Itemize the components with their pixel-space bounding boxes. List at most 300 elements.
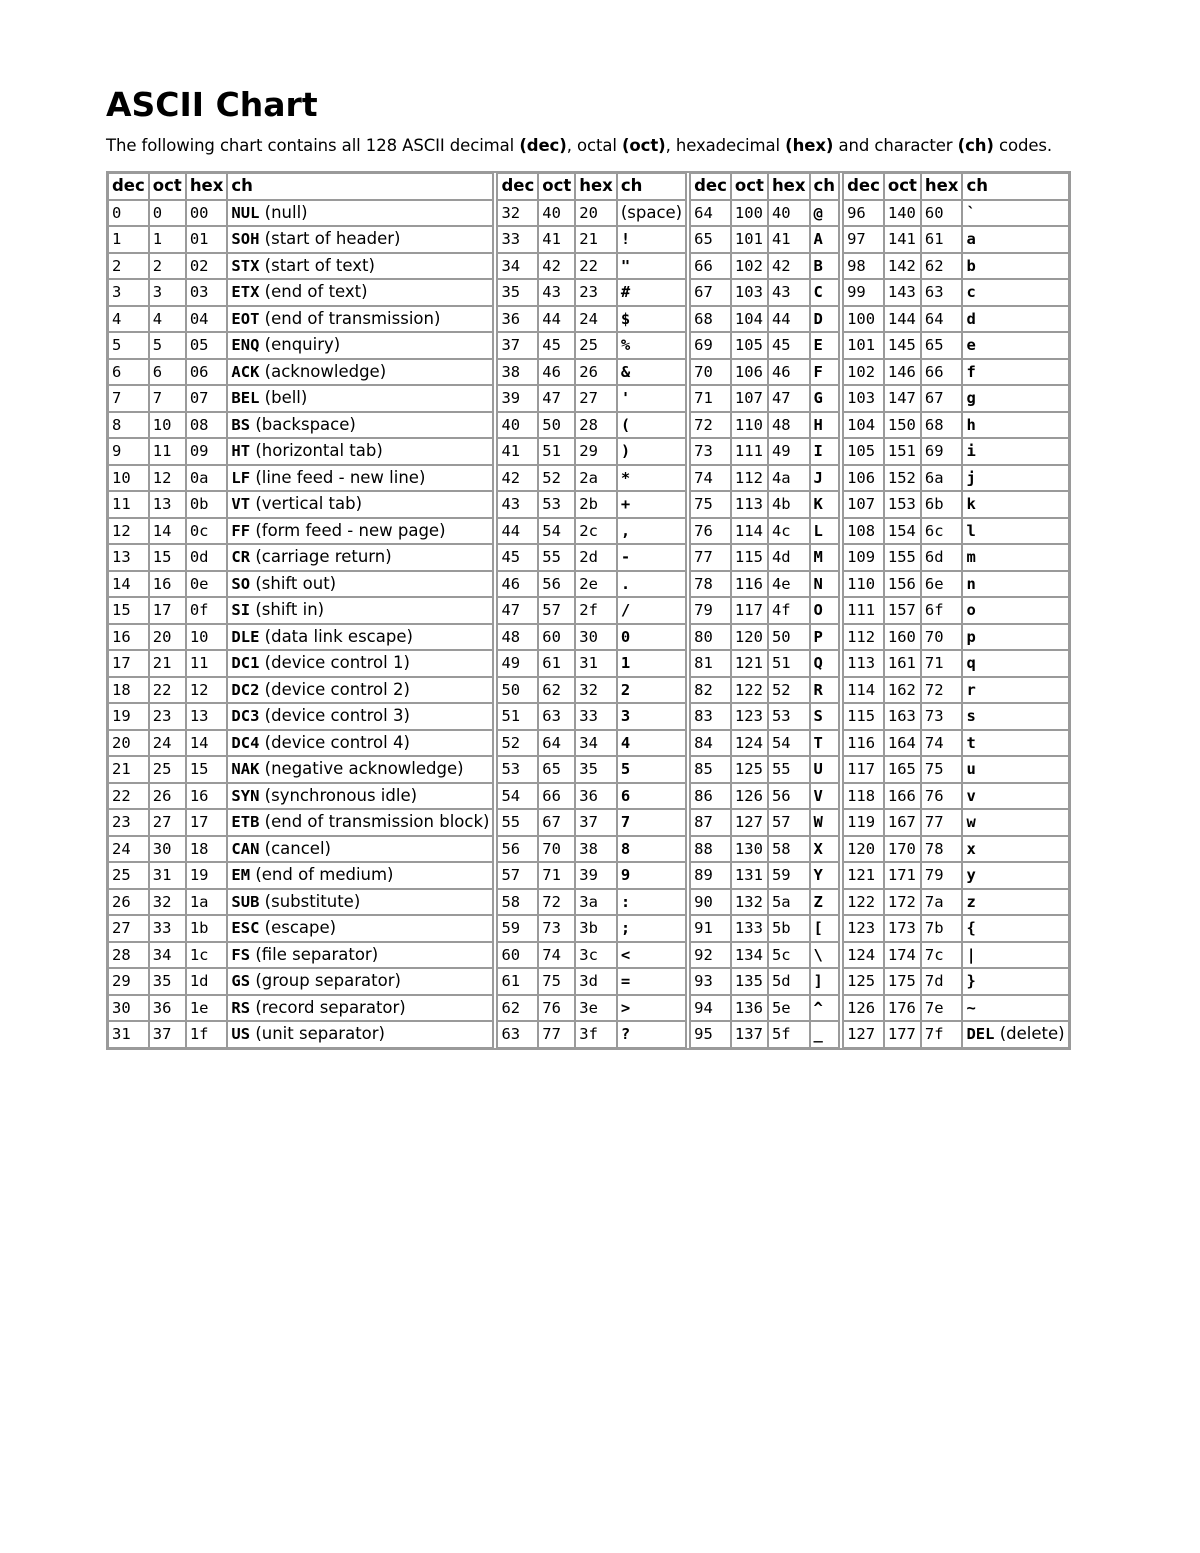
- dec-cell: 80: [690, 624, 731, 651]
- hex-cell: 33: [575, 703, 617, 730]
- ch-cell: [962, 253, 1068, 280]
- hex-cell: 0d: [186, 544, 228, 571]
- ch-cell: [810, 332, 840, 359]
- column-header-ch: ch: [617, 173, 686, 200]
- oct-cell: 145: [884, 332, 921, 359]
- dec-cell: 11: [108, 491, 149, 518]
- character-glyph: ?: [620, 1025, 631, 1044]
- dec-cell: 0: [108, 200, 149, 227]
- character-glyph: 3: [620, 707, 631, 726]
- ch-cell: [810, 226, 840, 253]
- character-glyph: g: [966, 389, 976, 408]
- hex-cell: 73: [921, 703, 963, 730]
- code-description: (unit separator): [255, 1024, 385, 1044]
- hex-cell: 78: [921, 836, 963, 863]
- code-description: (synchronous idle): [264, 785, 418, 805]
- oct-cell: 21: [149, 650, 186, 677]
- hex-cell: 4b: [768, 491, 810, 518]
- code-description: (device control 1): [264, 653, 410, 673]
- dec-cell: 35: [497, 279, 538, 306]
- oct-cell: 110: [731, 412, 768, 439]
- dec-cell: 47: [497, 597, 538, 624]
- dec-cell: 110: [843, 571, 884, 598]
- control-code: DC3: [231, 707, 260, 726]
- dec-cell: 53: [497, 756, 538, 783]
- hex-cell: 77: [921, 809, 963, 836]
- ch-cell: [962, 597, 1068, 624]
- hex-cell: 5d: [768, 968, 810, 995]
- control-code: ETB: [231, 813, 260, 832]
- ch-cell: [962, 650, 1068, 677]
- hex-cell: 0c: [186, 518, 228, 545]
- oct-cell: 45: [538, 332, 575, 359]
- oct-cell: 102: [731, 253, 768, 280]
- ascii-table: [106, 171, 1071, 1050]
- hex-cell: 3d: [575, 968, 617, 995]
- oct-cell: 67: [538, 809, 575, 836]
- character-glyph: J: [813, 468, 823, 487]
- table-row: [108, 836, 1069, 863]
- table-row: [108, 279, 1069, 306]
- oct-cell: 17: [149, 597, 186, 624]
- ch-cell: [617, 650, 686, 677]
- dec-cell: 33: [497, 226, 538, 253]
- oct-cell: 156: [884, 571, 921, 598]
- oct-cell: 126: [731, 783, 768, 810]
- ch-cell: [810, 624, 840, 651]
- dec-cell: 58: [497, 889, 538, 916]
- hex-cell: 05: [186, 332, 228, 359]
- hex-cell: 67: [921, 385, 963, 412]
- character-glyph: k: [966, 495, 976, 514]
- ch-cell: [810, 889, 840, 916]
- dec-cell: 12: [108, 518, 149, 545]
- hex-cell: 41: [768, 226, 810, 253]
- ch-cell: [227, 889, 493, 916]
- dec-cell: 109: [843, 544, 884, 571]
- oct-cell: 32: [149, 889, 186, 916]
- ch-cell: [617, 226, 686, 253]
- hex-cell: 5b: [768, 915, 810, 942]
- ch-cell: [810, 253, 840, 280]
- ch-cell: [227, 491, 493, 518]
- character-glyph: &: [620, 362, 631, 381]
- character-glyph: ): [620, 442, 631, 461]
- ch-cell: [962, 968, 1068, 995]
- character-glyph: }: [966, 972, 976, 991]
- dec-cell: 125: [843, 968, 884, 995]
- control-code: GS: [231, 972, 251, 991]
- dec-cell: 120: [843, 836, 884, 863]
- ch-cell: [617, 253, 686, 280]
- control-code: LF: [231, 468, 251, 487]
- dec-cell: 15: [108, 597, 149, 624]
- character-glyph: ': [620, 389, 631, 408]
- hex-cell: 23: [575, 279, 617, 306]
- hex-cell: 10: [186, 624, 228, 651]
- column-header-dec: dec: [108, 173, 149, 200]
- ch-cell: [810, 597, 840, 624]
- oct-cell: 123: [731, 703, 768, 730]
- hex-cell: 59: [768, 862, 810, 889]
- ch-cell: [810, 783, 840, 810]
- oct-cell: 107: [731, 385, 768, 412]
- hex-cell: 42: [768, 253, 810, 280]
- hex-cell: 3e: [575, 995, 617, 1022]
- column-header-dec: dec: [843, 173, 884, 200]
- character-glyph: a: [966, 230, 976, 249]
- ch-cell: [227, 756, 493, 783]
- hex-cell: 31: [575, 650, 617, 677]
- control-code: EM: [231, 866, 251, 885]
- oct-cell: 4: [149, 306, 186, 333]
- hex-cell: 38: [575, 836, 617, 863]
- character-glyph: A: [813, 230, 823, 249]
- table-row: [108, 1021, 1069, 1048]
- oct-cell: 160: [884, 624, 921, 651]
- table-row: [108, 650, 1069, 677]
- ch-cell: [810, 491, 840, 518]
- dec-cell: 23: [108, 809, 149, 836]
- hex-cell: 0a: [186, 465, 228, 492]
- dec-cell: 44: [497, 518, 538, 545]
- hex-cell: 1d: [186, 968, 228, 995]
- character-glyph: V: [813, 786, 823, 805]
- column-header-oct: oct: [149, 173, 186, 200]
- ch-cell: [617, 677, 686, 704]
- ch-cell: [227, 783, 493, 810]
- character-glyph: ^: [813, 998, 823, 1017]
- oct-cell: 55: [538, 544, 575, 571]
- ch-cell: [962, 889, 1068, 916]
- oct-cell: 75: [538, 968, 575, 995]
- dec-cell: 75: [690, 491, 731, 518]
- oct-cell: 44: [538, 306, 575, 333]
- dec-cell: 104: [843, 412, 884, 439]
- table-row: [108, 465, 1069, 492]
- column-header-hex: hex: [921, 173, 963, 200]
- ch-cell: [227, 359, 493, 386]
- control-code: STX: [231, 256, 260, 275]
- oct-cell: 136: [731, 995, 768, 1022]
- hex-cell: 71: [921, 650, 963, 677]
- ch-cell: [962, 226, 1068, 253]
- character-glyph: z: [966, 892, 976, 911]
- oct-cell: 40: [538, 200, 575, 227]
- ch-cell: [810, 385, 840, 412]
- oct-cell: 151: [884, 438, 921, 465]
- hex-cell: 2a: [575, 465, 617, 492]
- ch-cell: [810, 862, 840, 889]
- intro-paragraph: [106, 136, 1066, 155]
- character-glyph: %: [620, 336, 631, 355]
- hex-cell: 20: [575, 200, 617, 227]
- oct-cell: 34: [149, 942, 186, 969]
- ch-cell: [962, 756, 1068, 783]
- dec-cell: 22: [108, 783, 149, 810]
- dec-cell: 101: [843, 332, 884, 359]
- oct-cell: 65: [538, 756, 575, 783]
- character-glyph: B: [813, 256, 823, 275]
- character-glyph: Y: [813, 866, 823, 885]
- hex-cell: 2d: [575, 544, 617, 571]
- oct-cell: 167: [884, 809, 921, 836]
- table-row: [108, 200, 1069, 227]
- oct-cell: 124: [731, 730, 768, 757]
- dec-cell: 93: [690, 968, 731, 995]
- table-row: [108, 491, 1069, 518]
- oct-cell: 54: [538, 518, 575, 545]
- dec-cell: 97: [843, 226, 884, 253]
- hex-cell: 68: [921, 412, 963, 439]
- ch-cell: [227, 677, 493, 704]
- hex-cell: 58: [768, 836, 810, 863]
- dec-cell: 2: [108, 253, 149, 280]
- hex-cell: 2b: [575, 491, 617, 518]
- oct-cell: 47: [538, 385, 575, 412]
- oct-cell: 25: [149, 756, 186, 783]
- table-header: [108, 173, 1069, 200]
- table-row: [108, 571, 1069, 598]
- dec-cell: 95: [690, 1021, 731, 1048]
- dec-cell: 51: [497, 703, 538, 730]
- control-code: SI: [231, 601, 251, 620]
- hex-cell: 70: [921, 624, 963, 651]
- ch-cell: [962, 385, 1068, 412]
- code-description: (negative acknowledge): [264, 759, 464, 779]
- character-glyph: ~: [966, 998, 976, 1017]
- hex-cell: 19: [186, 862, 228, 889]
- ch-cell: [810, 571, 840, 598]
- hex-cell: 2c: [575, 518, 617, 545]
- dec-cell: 86: [690, 783, 731, 810]
- character-glyph: {: [966, 919, 976, 938]
- code-description: (carriage return): [255, 547, 392, 567]
- ch-cell: [962, 915, 1068, 942]
- ch-cell: [617, 783, 686, 810]
- oct-cell: 0: [149, 200, 186, 227]
- control-code: ACK: [231, 362, 260, 381]
- character-glyph: Z: [813, 892, 823, 911]
- character-glyph: 8: [620, 839, 631, 858]
- hex-cell: 04: [186, 306, 228, 333]
- control-code: DC4: [231, 733, 260, 752]
- dec-cell: 9: [108, 438, 149, 465]
- ch-cell: [810, 730, 840, 757]
- character-glyph: *: [620, 468, 631, 487]
- hex-cell: 50: [768, 624, 810, 651]
- dec-cell: 31: [108, 1021, 149, 1048]
- ch-cell: [962, 332, 1068, 359]
- dec-cell: 85: [690, 756, 731, 783]
- dec-cell: 112: [843, 624, 884, 651]
- oct-cell: 14: [149, 518, 186, 545]
- character-glyph: G: [813, 389, 823, 408]
- ch-cell: [617, 809, 686, 836]
- character-glyph: j: [966, 468, 976, 487]
- hex-cell: 52: [768, 677, 810, 704]
- hex-cell: 29: [575, 438, 617, 465]
- dec-cell: 56: [497, 836, 538, 863]
- ch-cell: [617, 306, 686, 333]
- hex-cell: 37: [575, 809, 617, 836]
- character-glyph: N: [813, 574, 823, 593]
- dec-cell: 96: [843, 200, 884, 227]
- control-code: FS: [231, 945, 251, 964]
- hex-cell: 64: [921, 306, 963, 333]
- column-header-ch: ch: [810, 173, 840, 200]
- oct-cell: 121: [731, 650, 768, 677]
- intro-term-oct: (oct): [621, 136, 666, 155]
- table-row: [108, 412, 1069, 439]
- oct-cell: 106: [731, 359, 768, 386]
- ch-cell: [617, 571, 686, 598]
- dec-cell: 100: [843, 306, 884, 333]
- hex-cell: 16: [186, 783, 228, 810]
- code-description: (escape): [264, 918, 337, 938]
- dec-cell: 27: [108, 915, 149, 942]
- ch-cell: [617, 889, 686, 916]
- character-glyph: M: [813, 548, 823, 567]
- hex-cell: 32: [575, 677, 617, 704]
- dec-cell: 62: [497, 995, 538, 1022]
- hex-cell: 1f: [186, 1021, 228, 1048]
- hex-cell: 13: [186, 703, 228, 730]
- hex-cell: 60: [921, 200, 963, 227]
- ch-cell: [962, 836, 1068, 863]
- oct-cell: 16: [149, 571, 186, 598]
- oct-cell: 120: [731, 624, 768, 651]
- code-description: (group separator): [255, 971, 401, 991]
- control-code: CAN: [231, 839, 260, 858]
- oct-cell: 154: [884, 518, 921, 545]
- code-description: (start of header): [264, 229, 401, 249]
- oct-cell: 161: [884, 650, 921, 677]
- character-glyph: (space): [620, 202, 683, 222]
- ch-cell: [962, 677, 1068, 704]
- character-glyph: $: [620, 309, 631, 328]
- dec-cell: 64: [690, 200, 731, 227]
- hex-cell: 7e: [921, 995, 963, 1022]
- dec-cell: 90: [690, 889, 731, 916]
- hex-cell: 79: [921, 862, 963, 889]
- column-header-dec: dec: [497, 173, 538, 200]
- oct-cell: 117: [731, 597, 768, 624]
- dec-cell: 94: [690, 995, 731, 1022]
- character-glyph: /: [620, 601, 631, 620]
- hex-cell: 57: [768, 809, 810, 836]
- hex-cell: 18: [186, 836, 228, 863]
- code-description: (file separator): [255, 944, 379, 964]
- oct-cell: 15: [149, 544, 186, 571]
- oct-cell: 177: [884, 1021, 921, 1048]
- character-glyph: F: [813, 362, 823, 381]
- dec-cell: 57: [497, 862, 538, 889]
- hex-cell: 6b: [921, 491, 963, 518]
- character-glyph: ;: [620, 919, 631, 938]
- oct-cell: 41: [538, 226, 575, 253]
- oct-cell: 26: [149, 783, 186, 810]
- column-header-ch: ch: [962, 173, 1068, 200]
- hex-cell: 4f: [768, 597, 810, 624]
- ch-cell: [962, 465, 1068, 492]
- column-header-hex: hex: [575, 173, 617, 200]
- hex-cell: 2f: [575, 597, 617, 624]
- character-glyph: s: [966, 707, 976, 726]
- dec-cell: 25: [108, 862, 149, 889]
- hex-cell: 5f: [768, 1021, 810, 1048]
- code-description: (device control 4): [264, 732, 410, 752]
- code-description: (backspace): [255, 414, 356, 434]
- character-glyph: O: [813, 601, 823, 620]
- oct-cell: 42: [538, 253, 575, 280]
- control-code: SO: [231, 574, 251, 593]
- dec-cell: 5: [108, 332, 149, 359]
- ch-cell: [617, 279, 686, 306]
- ch-cell: [227, 253, 493, 280]
- ch-cell: [617, 385, 686, 412]
- ch-cell: [227, 862, 493, 889]
- hex-cell: 66: [921, 359, 963, 386]
- character-glyph: U: [813, 760, 823, 779]
- hex-cell: 72: [921, 677, 963, 704]
- ch-cell: [227, 624, 493, 651]
- hex-cell: 5a: [768, 889, 810, 916]
- hex-cell: 51: [768, 650, 810, 677]
- control-code: NUL: [231, 203, 260, 222]
- ch-cell: [617, 703, 686, 730]
- table-row: [108, 597, 1069, 624]
- ch-cell: [962, 1021, 1068, 1048]
- ch-cell: [962, 862, 1068, 889]
- dec-cell: 59: [497, 915, 538, 942]
- oct-cell: 122: [731, 677, 768, 704]
- hex-cell: 36: [575, 783, 617, 810]
- hex-cell: 24: [575, 306, 617, 333]
- oct-cell: 101: [731, 226, 768, 253]
- dec-cell: 6: [108, 359, 149, 386]
- dec-cell: 8: [108, 412, 149, 439]
- dec-cell: 65: [690, 226, 731, 253]
- hex-cell: 6d: [921, 544, 963, 571]
- oct-cell: 146: [884, 359, 921, 386]
- dec-cell: 67: [690, 279, 731, 306]
- dec-cell: 34: [497, 253, 538, 280]
- hex-cell: 4a: [768, 465, 810, 492]
- table-row: [108, 518, 1069, 545]
- control-code: ETX: [231, 283, 260, 302]
- dec-cell: 119: [843, 809, 884, 836]
- hex-cell: 34: [575, 730, 617, 757]
- oct-cell: 137: [731, 1021, 768, 1048]
- column-header-oct: oct: [884, 173, 921, 200]
- code-description: (end of transmission): [264, 308, 441, 328]
- dec-cell: 127: [843, 1021, 884, 1048]
- table-row: [108, 915, 1069, 942]
- hex-cell: 1b: [186, 915, 228, 942]
- ch-cell: [617, 465, 686, 492]
- oct-cell: 171: [884, 862, 921, 889]
- hex-cell: 55: [768, 756, 810, 783]
- character-glyph: Q: [813, 654, 823, 673]
- oct-cell: 30: [149, 836, 186, 863]
- oct-cell: 175: [884, 968, 921, 995]
- control-code: HT: [231, 442, 251, 461]
- dec-cell: 63: [497, 1021, 538, 1048]
- table-row: [108, 226, 1069, 253]
- oct-cell: 142: [884, 253, 921, 280]
- character-glyph: +: [620, 495, 631, 514]
